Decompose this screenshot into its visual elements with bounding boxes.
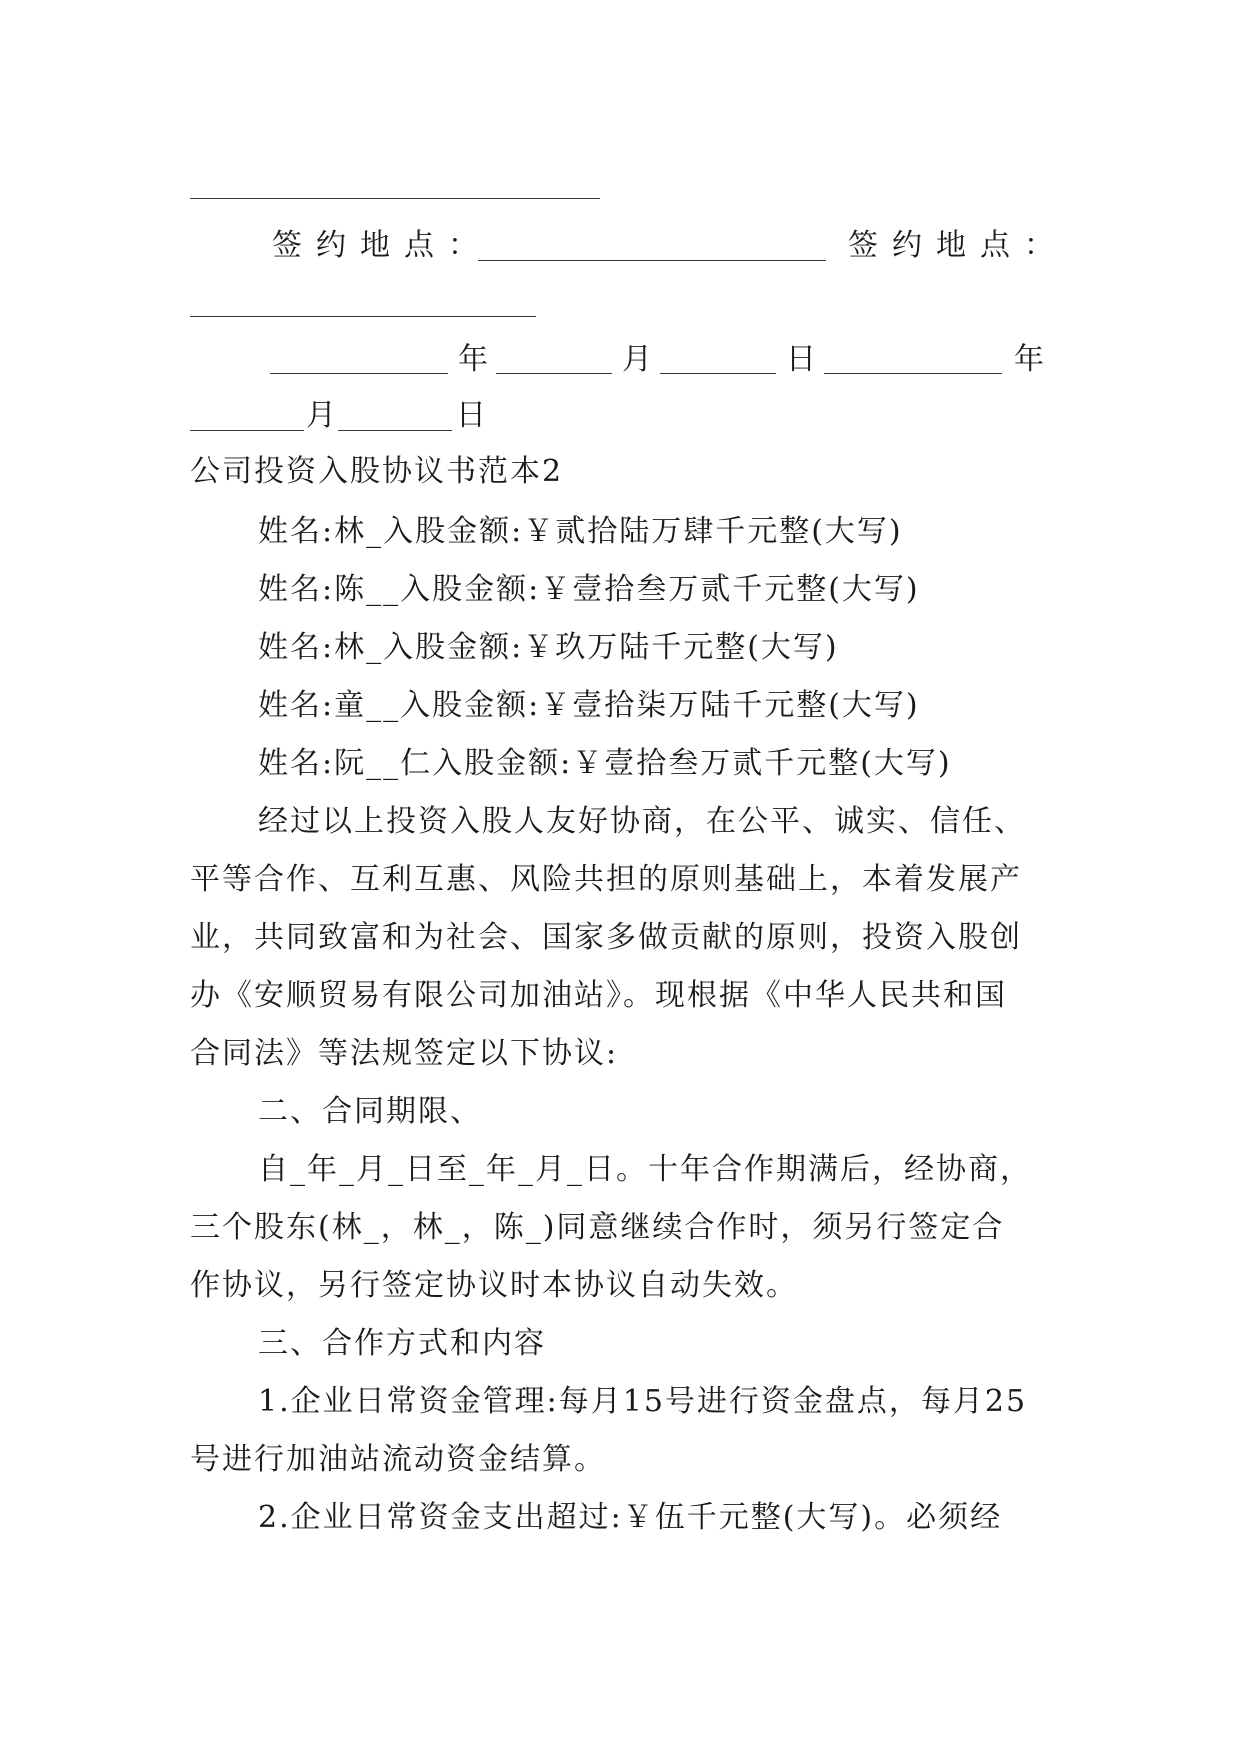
shareholder-line: 姓名:童__入股金额:￥壹拾柒万陆千元整(大写) bbox=[258, 688, 920, 723]
shareholder-line: 姓名:阮__仁入股金额:￥壹拾叁万贰千元整(大写) bbox=[258, 746, 952, 781]
section-2-line: 作协议，另行签定协议时本协议自动失效。 bbox=[190, 1268, 798, 1303]
preamble-line: 经过以上投资入股人友好协商，在公平、诚实、信任、 bbox=[258, 804, 1026, 839]
item-1-line: 1.企业日常资金管理:每月15号进行资金盘点，每月25 bbox=[258, 1384, 1028, 1419]
preamble-line: 合同法》等法规签定以下协议: bbox=[190, 1036, 619, 1071]
signing-place-label-right: 签约地点： bbox=[848, 228, 1068, 263]
preamble-line: 平等合作、互利互惠、风险共担的原则基础上，本着发展产 bbox=[190, 862, 1022, 897]
section-heading: 三、合作方式和内容 bbox=[258, 1326, 546, 1361]
document-title: 公司投资入股协议书范本2 bbox=[190, 454, 564, 489]
date-day-left: 日 bbox=[786, 342, 818, 377]
shareholder-line: 姓名:林_入股金额:￥贰拾陆万肆千元整(大写) bbox=[258, 514, 903, 549]
date-year-left: 年 bbox=[458, 342, 490, 377]
date-blank-month-right bbox=[190, 430, 304, 431]
shareholder-line: 姓名:陈__入股金额:￥壹拾叁万贰千元整(大写) bbox=[258, 572, 920, 607]
date-blank-year-left bbox=[270, 373, 448, 374]
date-blank-year-right bbox=[824, 373, 1002, 374]
preamble-line: 业，共同致富和为社会、国家多做贡献的原则，投资入股创 bbox=[190, 920, 1022, 955]
signing-place-label-left: 签约地点： bbox=[272, 228, 492, 263]
section-2-line: 三个股东(林_，林_，陈_)同意继续合作时，须另行签定合 bbox=[190, 1210, 1005, 1245]
date-blank-day-left bbox=[660, 373, 776, 374]
signature-underline bbox=[190, 198, 600, 199]
signing-place-blank-right bbox=[190, 316, 536, 317]
date-month-left: 月 bbox=[622, 342, 654, 377]
section-2-line: 自_年_月_日至_年_月_日。十年合作期满后，经协商， bbox=[258, 1152, 1032, 1187]
section-heading: 二、合同期限、 bbox=[258, 1094, 482, 1129]
date-blank-month-left bbox=[496, 373, 612, 374]
date-year-right: 年 bbox=[1014, 342, 1046, 377]
date-day-right: 日 bbox=[456, 398, 488, 433]
preamble-line: 办《安顺贸易有限公司加油站》。现根据《中华人民共和国 bbox=[190, 978, 1007, 1013]
date-month-right: 月 bbox=[306, 398, 338, 433]
date-blank-day-right bbox=[338, 430, 452, 431]
item-1-line: 号进行加油站流动资金结算。 bbox=[190, 1442, 606, 1477]
signing-place-blank-left bbox=[478, 260, 826, 261]
item-2-line: 2.企业日常资金支出超过:￥伍千元整(大写)。必须经 bbox=[258, 1500, 1003, 1535]
shareholder-line: 姓名:林_入股金额:￥玖万陆千元整(大写) bbox=[258, 630, 839, 665]
